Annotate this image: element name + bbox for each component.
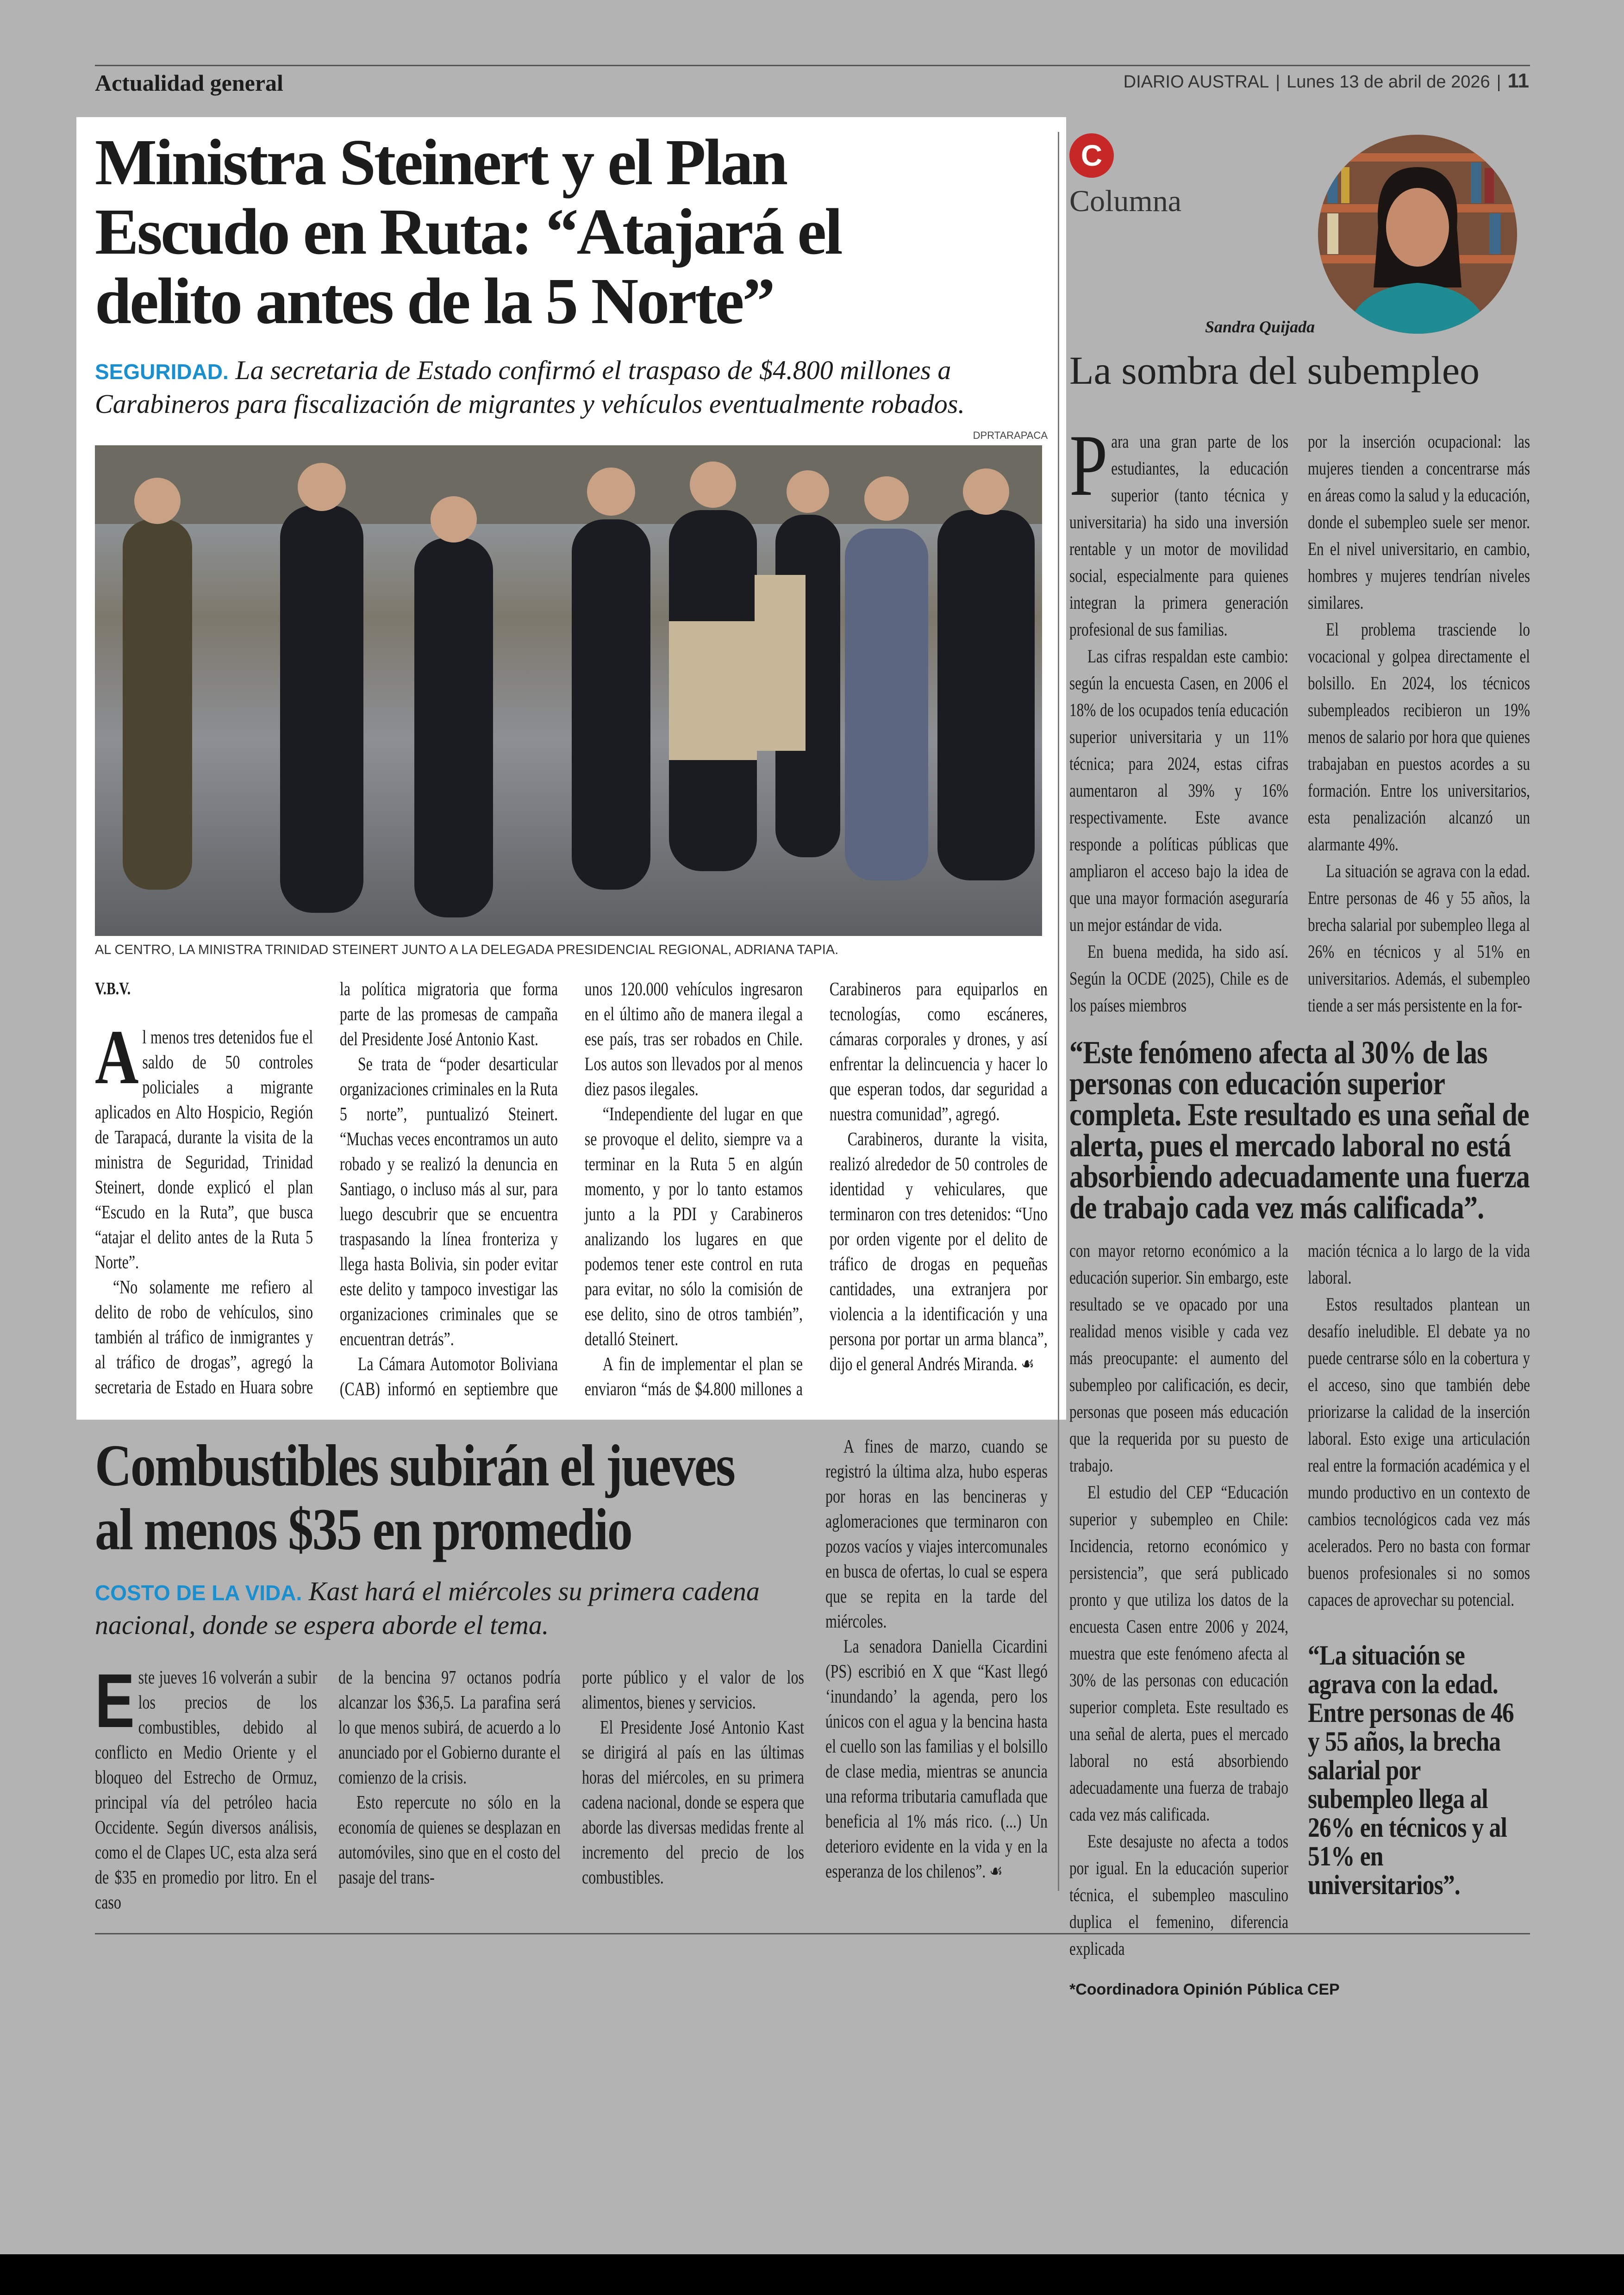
paragraph: La situación se agrava con la edad. Entre personas de 46 y 55 años, la brecha salarial por subempleo llega al 26% en técnicos y al 51% en universitarios. Además, el subempleo tiende a ser más persistente en la for- (1308, 861, 1530, 1016)
column-text-bottom-left (1069, 1237, 1288, 1962)
paragraph: porte público y el valor de los alimentos, bienes y servicios. (582, 1666, 804, 1713)
article1-paragraphs (95, 976, 1048, 1401)
column-text-top (1069, 417, 1530, 1019)
column-text (95, 1658, 317, 1915)
paragraph: por la inserción ocupacional: las mujeres tienden a concentrarse más en áreas como la salud y la educación, donde el subempleo suele ser menor. En el nivel universitario, en cambio, hombres y mujeres tendrían niveles similares. (1308, 431, 1530, 613)
column-text (582, 1665, 804, 1890)
paragraph: Se trata de “poder desarticular organizaciones criminales en la Ruta 5 norte”, puntualizó Steinert. “Muchas veces encontramos un auto robado y se realizó la denuncia en Santiago, o incluso más al sur, para luego descubrir que se encuentra traspasando la línea fronteriza y llega hasta Bolivia, sin poder evitar este delito y tampoco investigar las organizaciones criminales que se encuentran detrás”. (339, 1053, 558, 1349)
article2-columns (95, 1658, 805, 1915)
paragraph: ara una gran parte de los estudiantes, la educación superior (tanto técnica y universitaria) ha sido una inversión rentable y un motor de movilidad social, especialmente para quienes integran la primera generación profesional de sus familias. (1069, 431, 1288, 640)
article2-main (95, 1434, 805, 1915)
column-text (825, 1434, 1048, 1883)
column-text (1308, 428, 1530, 1019)
deck-text: Kast hará el miércoles su primera cadena nacional, donde se espera aborde el tema. (95, 1576, 760, 1640)
deck-text: La secretaria de Estado confirmó el traspaso de $4.800 millones a Carabineros para fiscalización de migrantes y vehículos eventualmente robados. (95, 355, 965, 419)
paragraph: La Cámara Automotor Boliviana (CAB) informó en septiembre que unos 120.000 vehículos ingresaron en el último año de manera ilegal a ese país, tras ser robados en Chile. Los autos son llevados por al menos diez pasos ilegales. (339, 978, 803, 1399)
article2-column-1 (95, 1658, 317, 1915)
drop-cap: A (95, 1014, 139, 1100)
kicker: COSTO DE LA VIDA. (95, 1581, 302, 1605)
author-photo (1318, 135, 1517, 334)
paragraph: El Presidente José Antonio Kast se dirigirá al país en las últimas horas del miércoles, en su primera cadena nacional, donde se espera que aborde las diversas medidas frente al incremento del precio de los combustibles. (582, 1716, 804, 1888)
column-badge: C (1069, 133, 1114, 178)
article-photo (95, 445, 1042, 936)
pull-quote-text: “Este fenómeno afecta al 30% de las personas con educación superior completa. Este resultado es una señal de alerta, pues el mercado laboral no está absorbiendo adecuadamente una fuerza de trabajo cada vez más calificada”. (1069, 1035, 1530, 1226)
column-text-bottom-right (1308, 1237, 1530, 1962)
featured-article (76, 117, 1066, 1420)
pull-quote-text: “La situación se agrava con la edad. Entre personas de 46 y 55 años, la brecha salarial por subempleo llega al 26% en técnicos y al 51% en universitarios”. (1308, 1640, 1514, 1900)
column-text-top-right (1308, 428, 1530, 1019)
pull-quote (1069, 1035, 1530, 1226)
article1-body (95, 976, 1048, 1401)
article2-column-3 (582, 1665, 804, 1915)
author-footnote: *Coordinadora Opinión Pública CEP (1069, 1981, 1340, 1998)
left-content (95, 117, 1048, 1934)
column-label: Columna (1069, 184, 1181, 218)
photo-credit: DPRTARAPACA (973, 430, 1048, 441)
paragraph: de la bencina 97 octanos podría alcanzar los $36,5. La parafina será lo que menos subirá, de acuerdo a lo anunciado por el Gobierno durante el comienzo de la crisis. (338, 1666, 561, 1788)
opinion-column (1069, 132, 1530, 1999)
publication-name: DIARIO AUSTRAL (1123, 72, 1269, 92)
paragraph: “No solamente me refiero al delito de robo de vehículos, sino también al tráfico de inmigrantes y al tráfico de drogas”, agregó la secretaria de Estado en Huara sobre la política migratoria que forma parte de las promesas de campaña del Presidente José Antonio Kast. (95, 978, 558, 1397)
column-text (338, 1665, 561, 1890)
viewer-bottom-bar (0, 2254, 1624, 2295)
article2 (95, 1434, 1048, 1915)
article1-headline (95, 127, 1048, 336)
paragraph: con mayor retorno económico a la educación superior. Sin embargo, este resultado se ve opacado por una realidad menos visible y cada vez más preocupante: el aumento del subempleo por calificación, es decir, personas que poseen más educación que la requerida por su puesto de trabajo. (1069, 1240, 1288, 1476)
officials-walking-photo (95, 445, 1042, 936)
header-rule (95, 65, 1530, 66)
paragraph-group (1069, 417, 1288, 1019)
headline-line: Ministra Steinert y el Plan (95, 125, 787, 199)
paragraph: Estos resultados plantean un desafío ineludible. El debate ya no puede centrarse sólo en la cobertura y el acceso, sino que también debe priorizarse la calidad de la inserción laboral. Esto exige una articulación real entre la formación académica y el mundo productivo en un contexto de cambios tecnológicos cada vez más acelerados. Pero no basta con formar buenos profesionales si no somos capaces de aprovechar su potencial. (1308, 1294, 1530, 1610)
author-portrait (1318, 135, 1517, 334)
column-author: Sandra Quijada (1205, 318, 1315, 336)
column-divider (1058, 132, 1059, 1891)
paragraph: Las cifras respaldan este cambio: según la encuesta Casen, en 2006 el 18% de los ocupados tenía educación superior universitaria y un 11% técnica; para 2024, estas cifras aumentaron al 39% y 16% respectivamente. Este avance responde a políticas públicas que ampliaron el acceso bajo la idea de que una mayor formación aseguraría un mejor estándar de vida. (1069, 646, 1288, 935)
paragraph: Este desajuste no afecta a todos por igual. En la educación superior técnica, el subempleo masculino duplica el femenino, diferencia explicada (1069, 1831, 1288, 1959)
column-title: La sombra del subempleo (1069, 348, 1480, 393)
column-text (1069, 1237, 1288, 1962)
paragraph: Carabineros, durante la visita, realizó alrededor de 50 controles de identidad y vehiculares, que terminaron con tres detenidos: “Uno por orden vigente por el delito de tráfico de drogas en pequeñas cantidades, una extranjera por violencia a la identificación y una persona por portar un arma blanca”, dijo el general Andrés Miranda. ☙ (829, 1128, 1048, 1374)
drop-cap: P (1069, 417, 1108, 514)
paragraph: l menos tres detenidos fue el saldo de 50 controles policiales a migrante aplicados en Alto Hospicio, Región de Tarapacá, durante la visita de la ministra de Seguridad, Trinidad Steinert, donde explicó el plan “Escudo en la Ruta”, que busca “atajar el delito antes de la Ruta 5 Norte”. (95, 1026, 313, 1272)
article1-deck (95, 354, 1048, 420)
column-text-bottom (1069, 1237, 1530, 1962)
paragraph: El estudio del CEP “Educación superior y subempleo en Chile: Incidencia, retorno económico y persistencia”, que será publicado pronto y que utiliza los datos de la encuesta Casen entre 2006 y 2024, muestra que este fenómeno afecta al 30% de las personas con educación superior completa. Este resultado es una señal de alerta, pues el mercado laboral no está absorbiendo adecuadamente una fuerza de trabajo cada vez más calificada. (1069, 1482, 1288, 1825)
byline: V.B.V. (95, 979, 131, 998)
issue-date: Lunes 13 de abril de 2026 (1287, 72, 1490, 92)
column-text (1308, 1237, 1530, 1613)
page-number: 11 (1507, 69, 1529, 92)
headline-line: Escudo en Ruta: “Atajará el (95, 195, 841, 268)
paragraph: El problema trasciende lo vocacional y golpea directamente el bolsillo. En 2024, los técnicos subempleados recibieron un 19% menos de salario por hora que quienes trabajaban en puestos acordes a su formación. Entre los universitarios, esta penalización alcanzó un alarmante 49%. (1308, 619, 1530, 854)
kicker: SEGURIDAD. (95, 360, 229, 384)
paragraph: En buena medida, ha sido así. Según la OCDE (2025), Chile es de los países miembros (1069, 941, 1288, 1016)
section-label: Actualidad general (95, 70, 283, 96)
article2-column-4 (825, 1434, 1048, 1915)
masthead (1124, 69, 1529, 93)
column-text-top-left (1069, 417, 1288, 1019)
separator: | (1275, 72, 1280, 92)
column-header (1069, 132, 1530, 428)
column-text (1069, 417, 1288, 1019)
headline-line: Combustibles subirán el jueves (95, 1433, 735, 1498)
paragraph: La senadora Daniella Cicardini (PS) escribió en X que “Kast llegó ‘inundando’ la agenda, pero los únicos con el agua y la bencina hasta el cuello son las familias y el bolsillo de clase media, mientras se anuncia una reforma tributaria camuflada que beneficia al 1% más rico. (...) Un deterioro evidente en la vida y en la esperanza de los chilenos”. ☙ (825, 1635, 1048, 1882)
paragraph: Esto repercute no sólo en la economía de quienes se desplazan en automóviles, sino que en el costo del pasaje del trans- (338, 1791, 561, 1888)
photo-caption: AL CENTRO, LA MINISTRA TRINIDAD STEINERT JUNTO A LA DELEGADA PRESIDENCIAL REGIONAL, ADRIANA TAPIA. (95, 942, 839, 957)
paragraph: ste jueves 16 volverán a subir los precios de los combustibles, debido al conflicto en Medio Oriente y el bloqueo del Estrecho de Ormuz, principal vía del petróleo hacia Occidente. Según diversos análisis, como el de Clapes UC, esta alza será de $35 en promedio por litro. En el caso (95, 1666, 317, 1913)
article2-deck (95, 1575, 805, 1641)
paragraph: mación técnica a lo largo de la vida laboral. (1308, 1240, 1530, 1288)
paragraph: “Independiente del lugar en que se provoque el delito, siempre va a terminar en la Ruta 5 en algún momento, y por lo tanto estamos junto a la PDI y Carabineros analizando los lugares en que podemos tener este control en ruta para evitar, no sólo la comisión de ese delito, sino de otros también”, detalló Steinert. (584, 1103, 803, 1349)
article2-headline (95, 1434, 805, 1561)
article2-column-2 (338, 1665, 561, 1915)
article1-columns (95, 976, 1048, 1401)
paragraph: A fin de implementar el plan se enviaron “más de $4.800 millones a Carabineros para equiparlos en tecnologías, como escáneres, cámaras corporales y drones, y así enfrentar la delincuencia y hacer lo que esperan todos, dar seguridad a nuestra comunidad”, agregó. (584, 978, 1048, 1399)
paragraph: A fines de marzo, cuando se registró la última alza, hubo esperas por horas en las bencineras y aglomeraciones que terminaron con pozos vacíos y viajes intercomunales en busca de ofertas, lo cual se espera que se repita en la tarde del miércoles. (825, 1435, 1048, 1632)
pull-quote-2 (1308, 1641, 1530, 1899)
separator: | (1496, 72, 1501, 92)
drop-cap: E (95, 1658, 135, 1743)
headline-line: delito antes de la 5 Norte” (95, 264, 774, 337)
headline-line: al menos $35 en promedio (95, 1497, 632, 1562)
